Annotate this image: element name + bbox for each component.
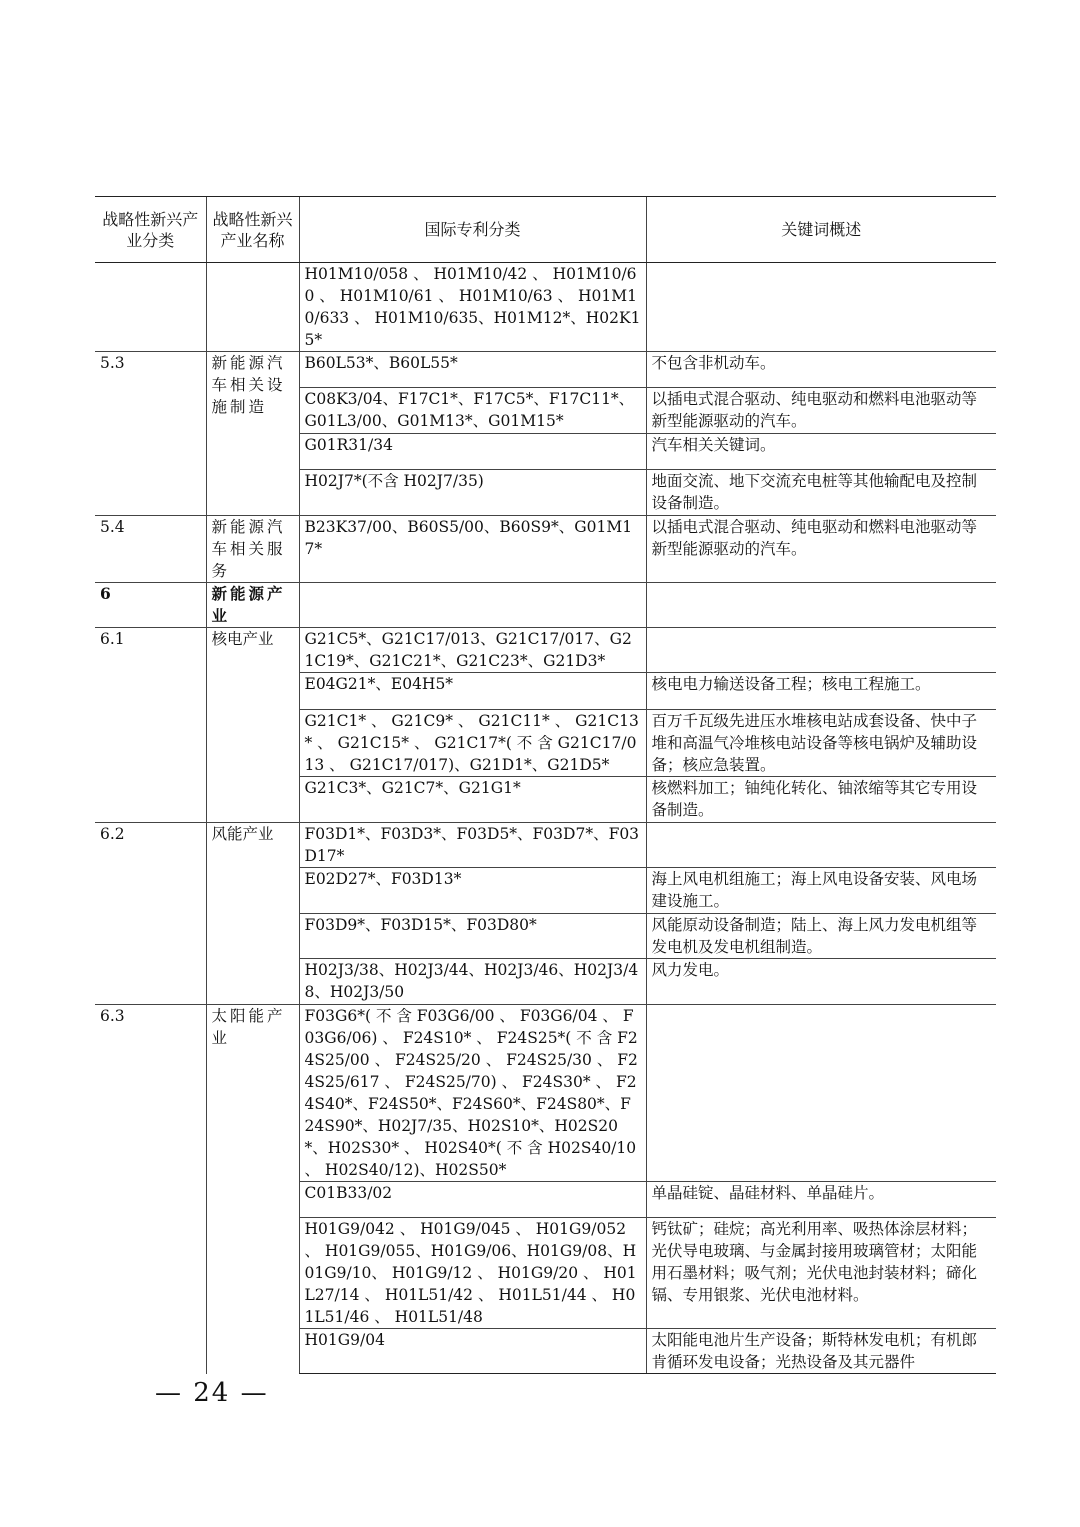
industry-name-cell: 核电产业 — [206, 628, 299, 823]
keyword-cell: 单晶硅锭、晶硅材料、单晶硅片。 — [646, 1182, 996, 1218]
ipc-cell: G21C3*、G21C7*、G21G1* — [299, 777, 646, 823]
keyword-cell: 风能原动设备制造；陆上、海上风力发电机组等发电机及发电机组制造。 — [646, 914, 996, 959]
keyword-cell: 风力发电。 — [646, 959, 996, 1005]
ipc-cell: F03D1*、F03D3*、F03D5*、F03D7*、F03D17* — [299, 823, 646, 868]
ipc-cell: C01B33/02 — [299, 1182, 646, 1218]
keyword-cell: 太阳能电池片生产设备；斯特林发电机；有机郎肯循环发电设备；光热设备及其元器件 — [646, 1329, 996, 1374]
keyword-cell: 钙钛矿；硅烷；高光利用率、吸热体涂层材料；光伏导电玻璃、与金属封接用玻璃管材；太阳能用石墨材料；吸气剂；光伏电池封装材料；碲化镉、专用银浆、光伏电池材料。 — [646, 1218, 996, 1329]
industry-name-cell: 太阳能产业 — [206, 1005, 299, 1374]
ipc-cell: F03D9*、F03D15*、F03D80* — [299, 914, 646, 959]
ipc-cell: E04G21*、E04H5* — [299, 673, 646, 710]
table-row — [95, 628, 996, 673]
header-ipc: 国际专利分类 — [299, 197, 646, 263]
industry-name-cell — [206, 263, 299, 352]
keyword-cell — [646, 263, 996, 352]
table-row — [95, 263, 996, 352]
category-code-cell: 6.2 — [95, 823, 206, 1005]
header-industry-name: 战略性新兴产业名称 — [206, 197, 299, 263]
header-industry-category: 战略性新兴产业分类 — [95, 197, 206, 263]
page-number: — 24 — — [155, 1378, 269, 1408]
category-code-cell: 6.3 — [95, 1005, 206, 1374]
keyword-cell: 汽车相关关键词。 — [646, 434, 996, 470]
keyword-cell — [646, 628, 996, 673]
keyword-cell: 地面交流、地下交流充电桩等其他输配电及控制设备制造。 — [646, 470, 996, 516]
keyword-cell — [646, 583, 996, 628]
ipc-cell: H01M10/058 、 H01M10/42 、 H01M10/60 、 H01M10/61 、 H01M10/63 、 H01M10/633 、 H01M10/635、H01M12*、H02K15* — [299, 263, 646, 352]
ipc-cell: B60L53*、B60L55* — [299, 352, 646, 388]
ipc-cell: H02J7*(不含 H02J7/35) — [299, 470, 646, 516]
ipc-cell: H01G9/04 — [299, 1329, 646, 1374]
ipc-cell — [299, 583, 646, 628]
category-code-cell: 5.4 — [95, 516, 206, 583]
table-row — [95, 516, 996, 583]
keyword-cell: 核电电力输送设备工程；核电工程施工。 — [646, 673, 996, 710]
keyword-cell — [646, 823, 996, 868]
keyword-cell — [646, 1005, 996, 1182]
industry-name-cell: 新能源产业 — [206, 583, 299, 628]
category-code-cell: 5.3 — [95, 352, 206, 516]
table-row — [95, 583, 996, 628]
table-row — [95, 352, 996, 388]
ipc-cell: G21C1* 、 G21C9* 、 G21C11* 、 G21C13* 、 G21C15* 、 G21C17*( 不 含 G21C17/013 、 G21C17/017)、G21D1*、G21D5* — [299, 710, 646, 777]
keyword-cell: 核燃料加工；铀纯化转化、铀浓缩等其它专用设备制造。 — [646, 777, 996, 823]
keyword-cell: 以插电式混合驱动、纯电驱动和燃料电池驱动等新型能源驱动的汽车。 — [646, 516, 996, 583]
header-keywords: 关键词概述 — [646, 197, 996, 263]
keyword-cell: 不包含非机动车。 — [646, 352, 996, 388]
ipc-cell: G01R31/34 — [299, 434, 646, 470]
industry-name-cell: 新能源汽车相关服务 — [206, 516, 299, 583]
ipc-cell: F03G6*( 不 含 F03G6/00 、 F03G6/04 、 F03G6/06) 、 F24S10* 、 F24S25*( 不 含 F24S25/00 、 F24S25/20 、 F24S25/30 、 F24S25/617 、 F24S25/70) 、 F24S30* 、 F24S40*、F24S50*、F24S60*、F24S80*、F24S90*、H02J7/35、H02S10*、H02S20*、H02S30* 、 H02S40*( 不 含 H02S40/10 、 H02S40/12)、H02S50* — [299, 1005, 646, 1182]
ipc-cell: B23K37/00、B60S5/00、B60S9*、G01M17* — [299, 516, 646, 583]
category-code-cell — [95, 263, 206, 352]
ipc-cell: H02J3/38、H02J3/44、H02J3/46、H02J3/48、H02J3/50 — [299, 959, 646, 1005]
industry-name-cell: 新能源汽车相关设施制造 — [206, 352, 299, 516]
ipc-cell: G21C5*、G21C17/013、G21C17/017、G21C19*、G21C21*、G21C23*、G21D3* — [299, 628, 646, 673]
classification-table — [95, 196, 996, 1374]
industry-name-cell: 风能产业 — [206, 823, 299, 1005]
keyword-cell: 百万千瓦级先进压水堆核电站成套设备、快中子堆和高温气冷堆核电站设备等核电锅炉及辅助设备；核应急装置。 — [646, 710, 996, 777]
ipc-cell: C08K3/04、F17C1*、F17C5*、F17C11*、G01L3/00、G01M13*、G01M15* — [299, 388, 646, 434]
category-code-cell: 6.1 — [95, 628, 206, 823]
table-row — [95, 1005, 996, 1182]
ipc-cell: H01G9/042 、 H01G9/045 、 H01G9/052 、 H01G9/055、H01G9/06、H01G9/08、H01G9/10、 H01G9/12 、 H01G9/20 、 H01L27/14 、 H01L51/42 、 H01L51/44 、 H01L51/46 、 H01L51/48 — [299, 1218, 646, 1329]
keyword-cell: 以插电式混合驱动、纯电驱动和燃料电池驱动等新型能源驱动的汽车。 — [646, 388, 996, 434]
ipc-cell: E02D27*、F03D13* — [299, 868, 646, 914]
table-header-row — [95, 197, 996, 263]
keyword-cell: 海上风电机组施工；海上风电设备安装、风电场建设施工。 — [646, 868, 996, 914]
table-row — [95, 823, 996, 868]
category-code-cell: 6 — [95, 583, 206, 628]
